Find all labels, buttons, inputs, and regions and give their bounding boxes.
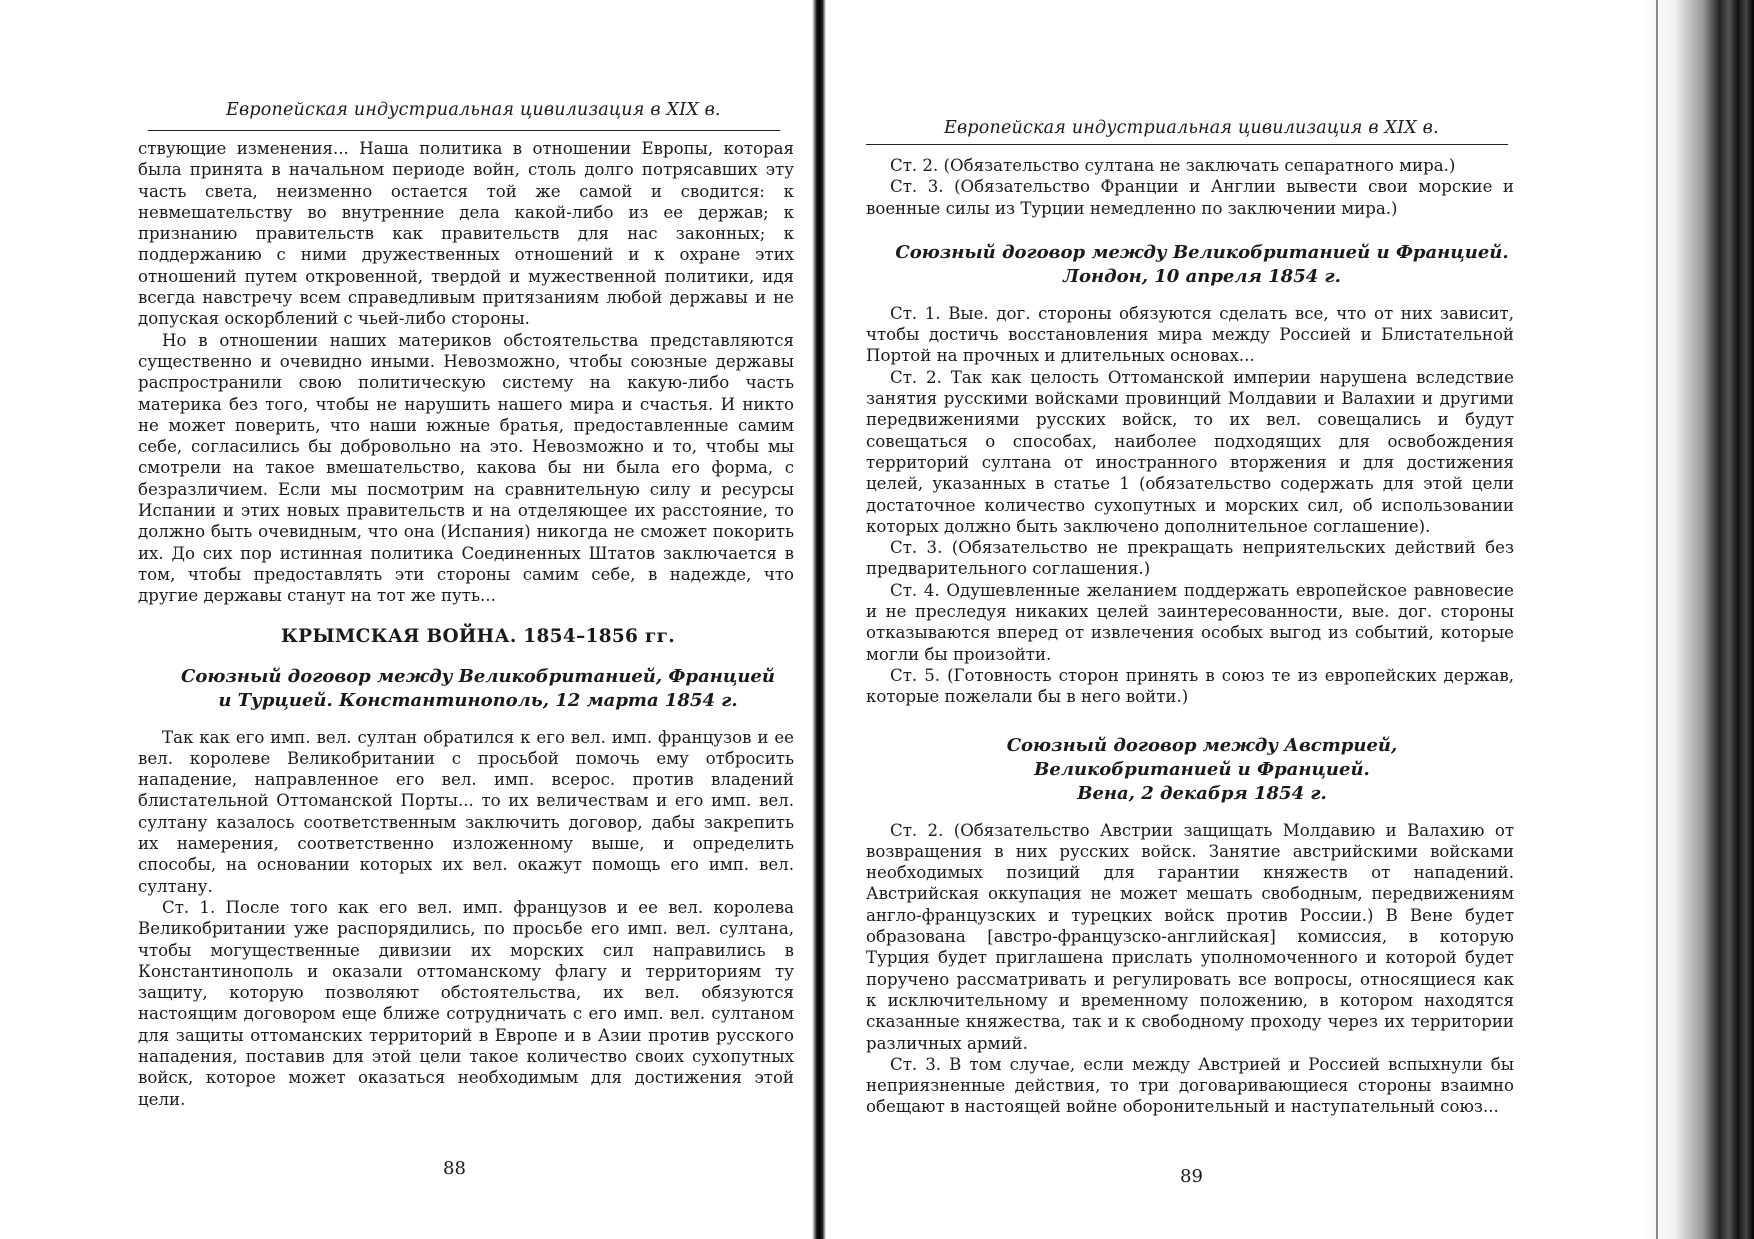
header-rule — [148, 130, 780, 131]
paragraph: Ст. 3. В том случае, если между Австрией и Россией вспыхнули бы неприязненные действия, то три договаривающиеся стороны взаимно обещают в настоящей войне оборонительный и наступательный союз... — [866, 1054, 1514, 1117]
page-number: 89 — [1180, 1166, 1203, 1187]
paragraph: Ст. 4. Одушевленные желанием поддержать европейское равновесие и не преследуя никаких целей заинтересованности, вые. дог. стороны отказываются вперед от извлечения особых выгод из событий, которые могли бы произойти. — [866, 580, 1514, 664]
paragraph: Ст. 3. (Обязательство не прекращать неприятельских действий без предварительного соглашения.) — [866, 538, 1514, 579]
treaty-title: Лондон, 10 апреля 1854 г. — [1063, 265, 1341, 287]
treaty-title: Вена, 2 декабря 1854 г. — [1077, 782, 1327, 804]
treaty-title: Великобританией и Францией. — [1034, 758, 1370, 780]
right-page — [822, 0, 1754, 1239]
paragraph: Так как его имп. вел. султан обратился к его вел. имп. французов и ее вел. королеве Великобритании с просьбой помочь ему отбросить нападение, направленное его вел. имп. всерос. против владений блистательной Оттоманской Порты... то их величествам и его имп. вел. султану казалось соответственным заключить договор, дабы закрепить их намерения, соответственно изложенному выше, и определить способы, на основании которых их вел. окажут помощь его имп. вел. султану. — [138, 727, 794, 896]
paragraph: Ст. 3. (Обязательство Франции и Англии вывести свои морские и военные силы из Турции немедленно по заключении мира.) — [866, 177, 1514, 218]
paragraph: Но в отношении наших материков обстоятельства представляются существенно и очевидно иными. Невозможно, чтобы союзные державы распространили свою политическую систему на какую-либо часть материка без того, чтобы не нарушить нашего мира и счастья. И никто не может поверить, что наши южные братья, предоставленные самим себе, согласились бы добровольно на это. Невозможно и то, чтобы мы смотрели на такое вмешательство, какова бы ни была его форма, с безразличием. Если мы посмотрим на сравнительную силу и ресурсы Испании и этих новых правительств и на отделяющее их расстояние, то должно быть очевидным, что она (Испания) никогда не сможет покорить их. До сих пор истинная политика Соединенных Штатов заключается в том, чтобы предоставлять эти стороны самим себе, в надежде, что другие державы станут на тот же путь... — [138, 330, 794, 606]
left-text-column — [138, 138, 794, 1110]
page-number: 88 — [443, 1158, 466, 1179]
treaty-title: Союзный договор между Великобританией, Францией — [181, 665, 775, 687]
paragraph: Ст. 1. После того как его вел. имп. французов и ее вел. королева Великобритании уже распорядились, по просьбе его имп. вел. султана, чтобы могущественные дивизии их морских сил направились в Константинополь и оказали оттоманскому флагу и территориям ту защиту, которую позволяют обстоятельства, их вел. обязуются настоящим договором еще ближе сотрудничать с его имп. вел. султаном для защиты оттоманских территорий в Европе и в Азии против русского нападения, поставив для этой цели такое количество своих сухопутных войск, которое может оказаться необходимым для достижения этой цели. — [138, 897, 794, 1109]
paragraph: Ст. 5. (Готовность сторон принять в союз те из европейских держав, которые пожелали бы в него войти.) — [866, 665, 1514, 707]
header-rule — [866, 144, 1508, 145]
treaty-title: Союзный договор между Австрией, — [1006, 734, 1398, 756]
treaty-title: и Турцией. Константинополь, 12 марта 1854 г. — [218, 689, 738, 711]
left-page — [0, 0, 818, 1239]
paragraph: Ст. 1. Вые. дог. стороны обязуются сделать все, что от них зависит, чтобы достичь восстановления мира между Россией и Блистательной Портой на прочных и длительных основах... — [866, 303, 1514, 366]
running-head: Европейская индустриальная цивилизация в XIX в. — [944, 118, 1439, 138]
paragraph: ствующие изменения... Наша политика в отношении Европы, которая была принята в начальном периоде войн, столь долго потрясавших эту часть света, неизменно остается той же самой и сводится: к невмешательству во внутренние дела какой-либо из ее держав; к признанию правительств как правительств для нас законных; к поддержанию с ними дружественных отношений и к охране этих отношений путем откровенной, твердой и мужественной политики, идя всегда навстречу всем справедливым притязаниям любой державы и не допуская оскорблений с чьей-либо стороны. — [138, 139, 794, 329]
running-head: Европейская индустриальная цивилизация в XIX в. — [226, 100, 721, 120]
section-title: КРЫМСКАЯ ВОЙНА. 1854–1856 гг. — [281, 625, 675, 647]
paragraph: Ст. 2. (Обязательство султана не заключать сепаратного мира.) — [890, 156, 1456, 175]
treaty-title: Союзный договор между Великобританией и Францией. — [895, 241, 1509, 263]
paragraph: Ст. 2. Так как целость Оттоманской империи нарушена вследствие занятия русскими войсками провинций Молдавии и Валахии и другими передвижениями русских войск, то их вел. совещались и будут совещаться о способах, наиболее подходящих для освобождения территорий султана от иностранного вторжения и для достижения целей, указанных в статье 1 (обязательство содержать для этой цели достаточное количество сухопутных и морских сил, об использовании которых должно быть заключено дополнительное соглашение). — [866, 367, 1514, 536]
right-text-column — [866, 155, 1514, 1118]
paragraph: Ст. 2. (Обязательство Австрии защищать Молдавию и Валахию от возвращения в них русских войск. Занятие австрийскими войсками необходимых позиций для гарантии княжеств от нападений. Австрийская оккупация не может мешать свободным, передвижениям англо-французских и турецких войск против России.) В Вене будет образована [австро-французско-английская] комиссия, в которую Турция будет приглашена прислать уполномоченного и которой будет поручено рассматривать и регулировать все вопросы, относящиеся как к исключительному и временному положению, в котором находятся сказанные княжества, так и к свободному проходу через их территории различных армий. — [866, 820, 1514, 1053]
